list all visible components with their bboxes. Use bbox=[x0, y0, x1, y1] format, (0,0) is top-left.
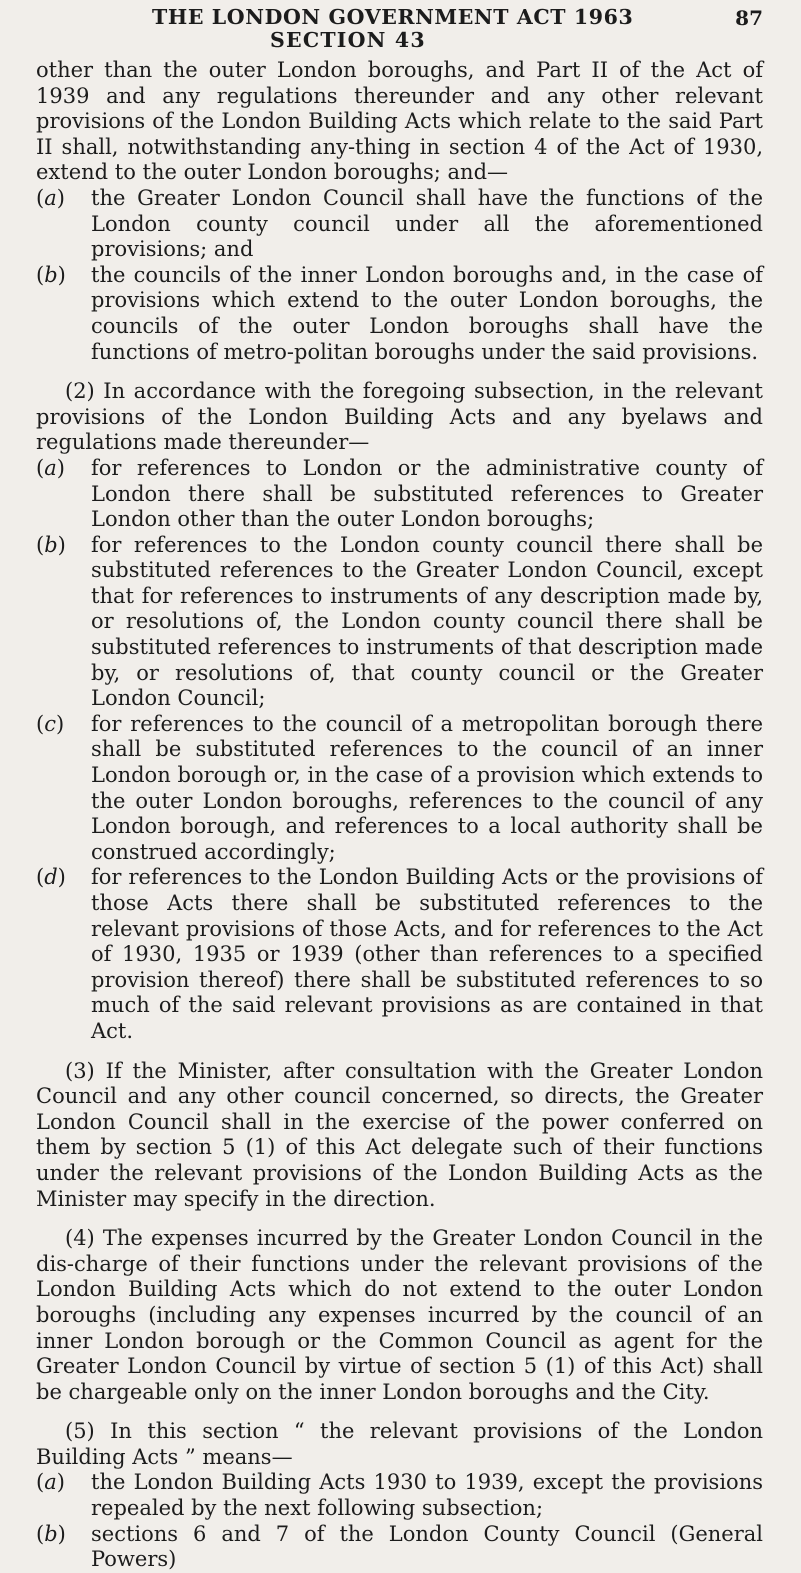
page-number: 87 bbox=[735, 6, 763, 30]
subsection-2-item-a bbox=[36, 456, 763, 533]
item-text: the London Building Acts 1930 to 1939, except the provisions repealed by the next following subsection; bbox=[91, 1470, 763, 1521]
intro-item-b bbox=[36, 263, 763, 365]
section-title: SECTION 43 bbox=[270, 28, 426, 52]
subsection-5-item-b bbox=[36, 1522, 763, 1573]
body-text bbox=[36, 58, 763, 1573]
item-label: (a) bbox=[36, 185, 65, 210]
item-text: for references to the council of a metropolitan borough there shall be substituted references to the council of an inner London borough or, in the case of a provision which extends to the outer London boroughs, references to the council of any London borough, and references to a local authority shall be construed accordingly; bbox=[91, 711, 763, 864]
subsection-5: (5) In this section “ the relevant provisions of the London Building Acts ” means— bbox=[36, 1419, 763, 1469]
item-text: sections 6 and 7 of the London County Council (General Powers) bbox=[91, 1521, 763, 1572]
subsection-3: (3) If the Minister, after consultation with the Greater London Council and any other council concerned, so directs, the Greater London Council shall in the exercise of the power conferred on them by section 5 (1) of this Act delegate such of their functions under the relevant provisions of the London Building Acts as the Minister may specify in the direction. bbox=[36, 1058, 763, 1211]
item-text: for references to London or the administrative county of London there shall be substituted references to Greater London other than the outer London boroughs; bbox=[91, 455, 763, 532]
item-label: (a) bbox=[36, 1470, 65, 1495]
subsection-4: (4) The expenses incurred by the Greater London Council in the dis-charge of their functions under the relevant provisions of the London Building Acts which do not extend to the outer London boroughs (including any expenses incurred by the council of an inner London borough or the Common Council as agent for the Greater London Council by virtue of section 5 (1) of this Act) shall be chargeable only on the inner London boroughs and the City. bbox=[36, 1226, 763, 1404]
subsection-2-item-b bbox=[36, 533, 763, 712]
subsection-2: (2) In accordance with the foregoing subsection, in the relevant provisions of the London Building Acts and any byelaws and regulations made thereunder— bbox=[36, 379, 763, 455]
item-text: for references to the London county council there shall be substituted references to the Greater London Council, except that for references to instruments of any description made by, or resolutions of, the London county council there shall be substituted references to instruments of that description made by, or resolutions of, that county council or the Greater London Council; bbox=[91, 532, 763, 711]
running-head bbox=[36, 0, 763, 52]
intro-item-a bbox=[36, 186, 763, 263]
item-label: (d) bbox=[36, 865, 66, 890]
item-label: (c) bbox=[36, 711, 65, 736]
subsection-2-item-c bbox=[36, 712, 763, 866]
item-label: (b) bbox=[36, 262, 66, 287]
item-label: (a) bbox=[36, 455, 65, 480]
item-text: the councils of the inner London boroughs and, in the case of provisions which extend to the outer London boroughs, the councils of the outer London boroughs shall have the functions of metro-politan boroughs under the said provisions. bbox=[91, 262, 763, 364]
item-text: the Greater London Council shall have the functions of the London county council under all the aforementioned provisions; and bbox=[91, 185, 763, 262]
subsection-2-item-d bbox=[36, 865, 763, 1044]
intro-paragraph: other than the outer London boroughs, and Part II of the Act of 1939 and any regulations thereunder and any other relevant provisions of the London Building Acts which relate to the said Part II shall, notwithstanding any-thing in section 4 of the Act of 1930, extend to the outer London boroughs; and— bbox=[36, 58, 763, 185]
item-label: (b) bbox=[36, 532, 66, 557]
item-label: (b) bbox=[36, 1521, 66, 1546]
subsection-5-item-a bbox=[36, 1470, 763, 1521]
act-title: THE LONDON GOVERNMENT ACT 1963 bbox=[152, 5, 634, 29]
item-text: for references to the London Building Acts or the provisions of those Acts there shall be substituted references to the relevant provisions of those Acts, and for references to the Act of 1930, 1935 or 1939 (other than references to a specified provision thereof) there shall be substituted references to so much of the said relevant provisions as are contained in that Act. bbox=[91, 865, 763, 1043]
